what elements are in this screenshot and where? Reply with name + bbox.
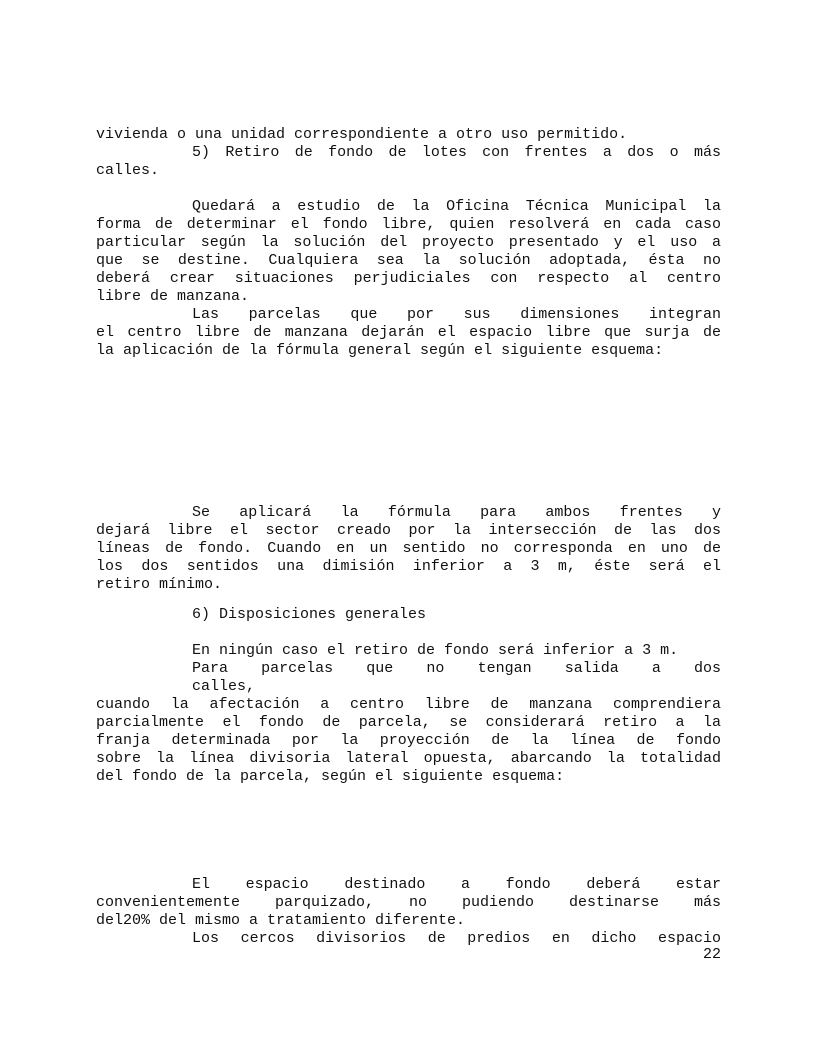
page-number: 22 (702, 946, 721, 963)
text-line: forma de determinar el fondo libre, quien resolverá en cada caso (96, 216, 721, 233)
text-line: deberá crear situaciones perjudiciales con respecto al centro (96, 270, 721, 287)
text-line: Quedará a estudio de la Oficina Técnica Municipal la (192, 198, 721, 215)
text-line: convenientemente parquizado, no pudiendo destinarse más (96, 894, 721, 911)
text-line: El espacio destinado a fondo deberá estar (192, 876, 721, 893)
text-line: Se aplicará la fórmula para ambos frentes y (192, 504, 721, 521)
text-line: calles, (192, 678, 256, 695)
text-line: dejará libre el sector creado por la intersección de las dos (96, 522, 721, 539)
text-line: los dos sentidos una dimisión inferior a 3 m, éste será el (96, 558, 721, 575)
text-line: vivienda o una unidad correspondiente a otro uso permitido. (96, 126, 628, 143)
text-line: cuando la afectación a centro libre de manzana comprendiera (96, 696, 721, 713)
text-line: En ningún caso el retiro de fondo será inferior a 3 m. (192, 642, 679, 659)
text-line: Las parcelas que por sus dimensiones integran (192, 306, 721, 323)
text-line: calles. (96, 162, 160, 179)
text-line: la aplicación de la fórmula general según el siguiente esquema: (96, 342, 664, 359)
text-line: franja determinada por la proyección de la línea de fondo (96, 732, 721, 749)
section-heading-5: 5) Retiro de fondo de lotes con frentes a dos o más (192, 144, 721, 161)
text-line: libre de manzana. (96, 288, 250, 305)
text-line: Los cercos divisorios de predios en dicho espacio (192, 930, 721, 947)
text-line: Para parcelas que no tengan salida a dos (192, 660, 721, 677)
text-line: particular según la solución del proyecto presentado y el uso a (96, 234, 721, 251)
section-heading-6: 6) Disposiciones generales (192, 606, 427, 623)
text-line: el centro libre de manzana dejarán el espacio libre que surja de (96, 324, 721, 341)
text-line: retiro mínimo. (96, 576, 223, 593)
text-line: líneas de fondo. Cuando en un sentido no corresponda en uno de (96, 540, 721, 557)
text-line: sobre la línea divisoria lateral opuesta, abarcando la totalidad (96, 750, 721, 767)
text-line: parcialmente el fondo de parcela, se considerará retiro a la (96, 714, 721, 731)
text-line: del fondo de la parcela, según el siguiente esquema: (96, 768, 565, 785)
text-line: del20% del mismo a tratamiento diferente. (96, 912, 466, 929)
text-line: que se destine. Cualquiera sea la solución adoptada, ésta no (96, 252, 721, 269)
